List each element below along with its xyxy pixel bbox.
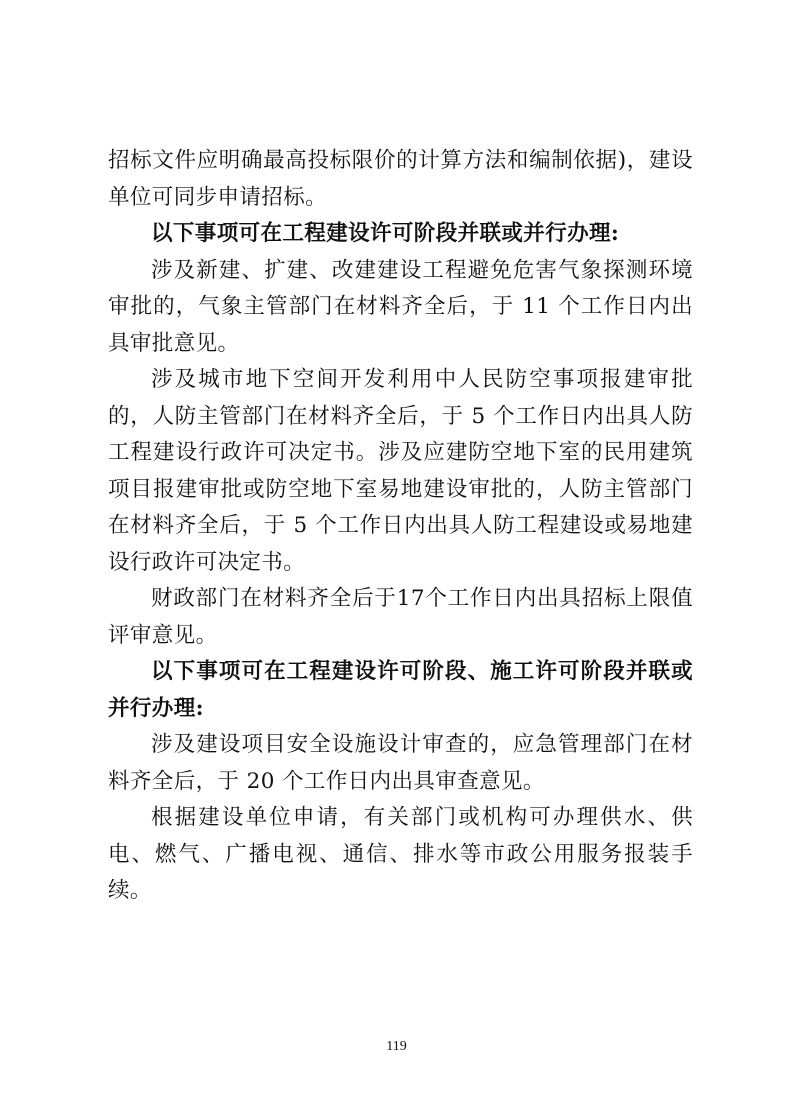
paragraph-utility-services: 根据建设单位申请，有关部门或机构可办理供水、供电、燃气、广播电视、通信、排水等市政公用服务报装手续。 xyxy=(108,805,693,903)
page-number: 119 xyxy=(386,1039,407,1054)
body-text xyxy=(108,143,693,910)
paragraph-continuation: 招标文件应明确最高投标限价的计算方法和编制依据)，建设单位可同步申请招标。 xyxy=(108,148,693,210)
paragraph-finance: 财政部门在材料齐全后于17个工作日内出具招标上限值评审意见。 xyxy=(108,586,693,648)
section-heading-construction-and-building-permit: 以下事项可在工程建设许可阶段、施工许可阶段并联或并行办理: xyxy=(108,659,693,721)
section-heading-construction-permit: 以下事项可在工程建设许可阶段并联或并行办理: xyxy=(151,221,620,246)
paragraph-safety-review: 涉及建设项目安全设施设计审查的，应急管理部门在材料齐全后，于 20 个工作日内出具审查意见。 xyxy=(108,732,693,794)
paragraph-meteorology: 涉及新建、扩建、改建建设工程避免危害气象探测环境审批的，气象主管部门在材料齐全后，于 11 个工作日内出具审批意见。 xyxy=(108,257,693,356)
paragraph-civil-air-defense: 涉及城市地下空间开发利用中人民防空事项报建审批的，人防主管部门在材料齐全后，于 5 个工作日内出具人防工程建设行政许可决定书。涉及应建防空地下室的民用建筑项目报建审批或防空地下室易地建设审批的，人防主管部门在材料齐全后，于 5 个工作日内出具人防工程建设或易地建设行政许可决定书。 xyxy=(108,367,693,575)
